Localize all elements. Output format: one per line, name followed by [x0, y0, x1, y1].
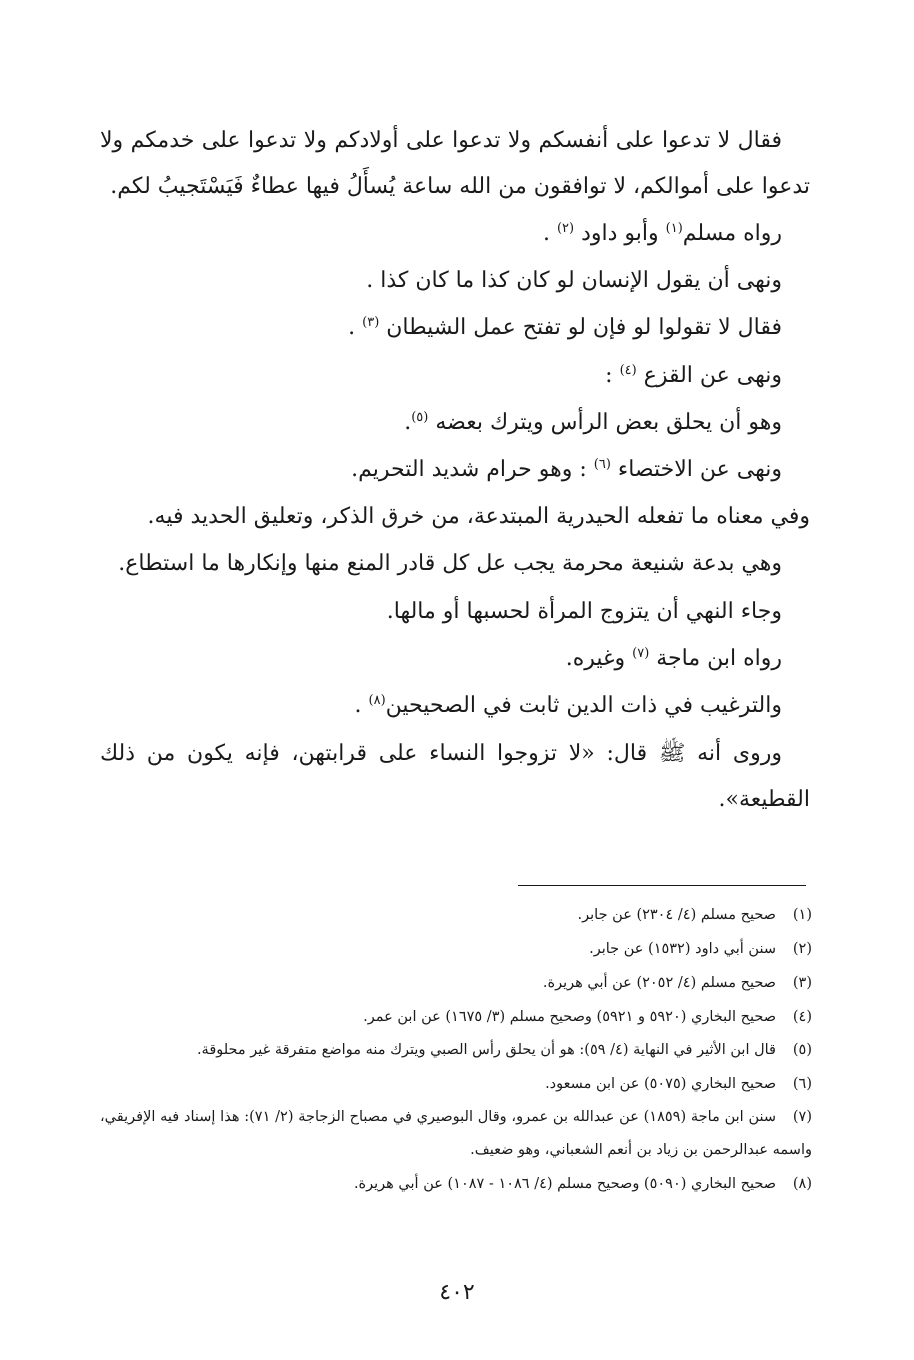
footnote-number: (٤): [792, 1009, 812, 1025]
text-line: فقال لا تقولوا لو فإن لو تفتح عمل الشيطان $^{(٣)}$ .: [348, 315, 782, 341]
text-line: رواه مسلم$^{(١)}$ وأبو داود $^{(٢)}$ .: [542, 221, 782, 246]
paragraph: وروى أنه ﷺ قال: «لا تزوجوا النساء على قرابتهن، فإنه يكون من ذلك القطيعة».: [100, 741, 810, 813]
footnote-text: صحيح البخاري (٥٠٩٠) وصحيح مسلم (٤/ ١٠٨٦ - ١٠٨٧) عن أبي هريرة.: [353, 1176, 776, 1192]
footnote-ref[interactable]: (٨): [368, 693, 386, 709]
text-line: وجاء النهي أن يتزوج المرأة لحسبها أو مالها.: [386, 598, 782, 624]
footnote: [100, 1167, 812, 1201]
text-line: ونهى عن الاختصاء $^{(٦)}$ : وهو حرام شديد التحريم.: [351, 457, 782, 483]
footnote-ref[interactable]: (٧): [632, 645, 650, 661]
footnote-number: (٦): [792, 1076, 812, 1092]
text-line: وفي معناه ما تفعله الحيدرية المبتدعة، من خرق الذكر، وتعليق الحديد فيه.: [147, 504, 810, 530]
footnote-text: صحيح البخاري (٥٠٧٥) عن ابن مسعود.: [545, 1076, 776, 1092]
footnote-text: صحيح البخاري (٥٩٢٠ و ٥٩٢١) وصحيح مسلم (٣/ ١٦٧٥) عن ابن عمر.: [363, 1009, 776, 1025]
text-line: والترغيب في ذات الدين ثابت في الصحيحين$^{(٨)}$ .: [354, 693, 782, 719]
footnotes: [100, 898, 812, 1201]
main-text: [100, 118, 810, 823]
footnote-text: صحيح مسلم (٤/ ٢٠٥٢) عن أبي هريرة.: [542, 975, 776, 991]
footnote: [100, 1000, 812, 1034]
footnote-ref[interactable]: (٥): [411, 409, 429, 425]
text-line: وهو أن يحلق بعض الرأس ويترك بعضه $^{(٥)}$.: [404, 409, 782, 435]
footnote: [100, 932, 812, 966]
text-line: ونهى عن القزع $^{(٤)}$ :: [605, 362, 782, 388]
footnote-number: (٧): [792, 1109, 813, 1125]
footnote-ref[interactable]: (٤): [619, 362, 637, 378]
footnote-ref[interactable]: (٣): [362, 315, 380, 331]
text-line: وهي بدعة شنيعة محرمة يجب عل كل قادر المنع منها وإنكارها ما استطاع.: [118, 551, 782, 577]
footnote-divider: [518, 885, 806, 886]
footnote-number: (١): [792, 907, 812, 923]
footnote: [100, 1067, 812, 1101]
footnote: [100, 966, 812, 1000]
footnote-text: سنن ابن ماجة (١٨٥٩) عن عبدالله بن عمرو، وقال البوصيري في مصباح الزجاجة (٢/ ٧١): هذا إسناد فيه الإفريقي، واسمه عبدالرحمن بن زياد بن أنعم الشعباني، وهو ضعيف.: [100, 1109, 812, 1158]
footnote-ref[interactable]: (٢): [556, 221, 575, 236]
footnote: [100, 898, 812, 932]
footnote-ref[interactable]: (٦): [593, 457, 611, 473]
text-line: رواه ابن ماجة $^{(٧)}$ وغيره.: [565, 645, 782, 671]
footnote-number: (٨): [792, 1176, 812, 1192]
footnote-text: صحيح مسلم (٤/ ٢٣٠٤) عن جابر.: [577, 907, 776, 923]
footnote-number: (٢): [792, 941, 812, 957]
footnote-number: (٥): [792, 1042, 812, 1058]
footnote-text: قال ابن الأثير في النهاية (٤/ ٥٩): هو أن يحلق رأس الصبي ويترك منه مواضع متفرقة غير محلوقة.: [196, 1042, 776, 1058]
paragraph: فقال لا تدعوا على أنفسكم ولا تدعوا على أولادكم ولا تدعوا على خدمكم ولا تدعوا على أموالكم، لا توافقون من الله ساعة يُسأَلُ فيها عطاءٌ فَيَسْتَجيبُ لكم.: [100, 128, 810, 199]
page-number: ٤٠٢: [439, 1280, 475, 1305]
text-line: ونهى أن يقول الإنسان لو كان كذا ما كان كذا .: [366, 268, 782, 294]
footnote: [100, 1101, 812, 1167]
footnote-text: سنن أبي داود (١٥٣٢) عن جابر.: [589, 941, 776, 957]
footnote-ref[interactable]: (١): [665, 221, 683, 236]
footnote-number: (٣): [792, 975, 812, 991]
footnote: [100, 1034, 812, 1067]
